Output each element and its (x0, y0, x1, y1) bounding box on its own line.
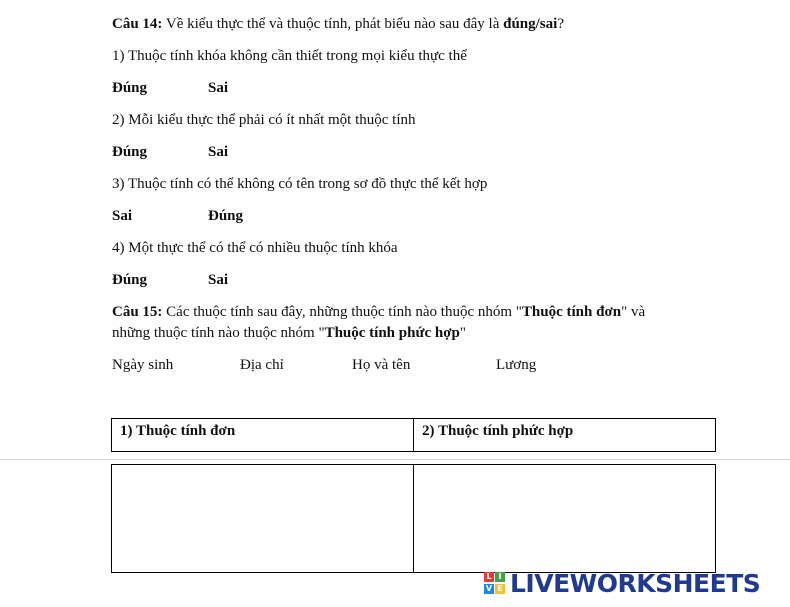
draggable-word[interactable]: Địa chỉ (240, 357, 284, 373)
q14-option-1a[interactable]: Đúng (112, 80, 148, 96)
q14-statement-3: 3) Thuộc tính có thể không có tên trong sơ đồ thực thể kết hợp (112, 176, 488, 192)
q15-title-line2: những thuộc tính nào thuộc nhóm "Thuộc tính phức hợp" (112, 325, 466, 341)
table-header-cell-2 (413, 418, 716, 452)
q14-option-3a[interactable]: Sai (112, 208, 133, 224)
q14-option-2a[interactable]: Đúng (112, 144, 148, 160)
draggable-word[interactable]: Họ và tên (352, 357, 411, 373)
col2-header: 2) Thuộc tính phức hợp (422, 423, 574, 439)
q14-statement-2: 2) Mỗi kiểu thực thể phải có ít nhất một thuộc tính (112, 112, 416, 128)
draggable-word[interactable]: Ngày sinh (112, 357, 174, 373)
q15-title-line1: Câu 15: Các thuộc tính sau đây, những thuộc tính nào thuộc nhóm "Thuộc tính đơn" và (112, 304, 646, 320)
q14-statement-4: 4) Một thực thể có thể có nhiều thuộc tính khóa (112, 240, 398, 256)
q14-label: Câu 14: (112, 16, 163, 32)
draggable-word[interactable]: Lương (496, 357, 537, 373)
table-header-cell-1 (111, 418, 414, 452)
col1-header: 1) Thuộc tính đơn (120, 423, 236, 439)
q14-title: Câu 14: Về kiểu thực thể và thuộc tính, phát biểu nào sau đây là đúng/sai? (112, 16, 564, 32)
q14-option-2b[interactable]: Sai (208, 144, 229, 160)
q15-label: Câu 15: (112, 304, 163, 320)
drop-zone-composite[interactable] (413, 464, 716, 573)
drop-zone-simple[interactable] (111, 464, 414, 573)
liveworksheets-logo (482, 565, 760, 601)
q14-option-3b[interactable]: Đúng (208, 208, 244, 224)
q14-option-4b[interactable]: Sai (208, 272, 229, 288)
logo-text: LIVEWORKSHEETS (510, 568, 761, 598)
q14-option-4a[interactable]: Đúng (112, 272, 148, 288)
page-divider (0, 459, 790, 460)
q14-option-1b[interactable]: Sai (208, 80, 229, 96)
q14-statement-1: 1) Thuộc tính khóa không cần thiết trong mọi kiểu thực thể (112, 48, 467, 64)
logo-mark-icon: L I V E (482, 568, 508, 598)
